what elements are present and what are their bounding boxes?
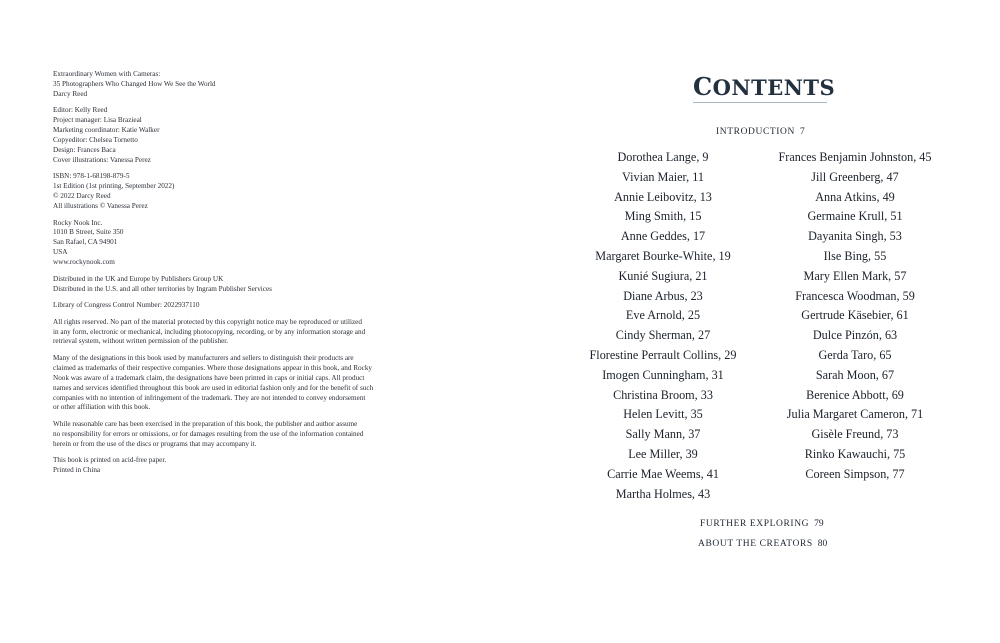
toc-left-column: [563, 148, 763, 504]
copyright-line: Many of the designations in this book used by manufacturers and sellers to distinguish their products are: [53, 353, 354, 362]
toc-entry[interactable]: Vivian Maier, 11: [622, 169, 704, 184]
copyright-line: retrieval system, without written permission of the publisher.: [53, 337, 229, 346]
toc-entry[interactable]: Berenice Abbott, 69: [806, 387, 904, 402]
toc-entry[interactable]: Eve Arnold, 25: [625, 308, 701, 323]
toc-introduction-label: INTRODUCTION: [716, 127, 795, 137]
copyright-line: or other affiliation with this book.: [53, 403, 151, 412]
copyright-paragraph: [53, 354, 438, 413]
contents-title: CONTENTS: [693, 72, 836, 101]
copyright-line: herein or from the use of the discs or programs that may accompany it.: [53, 439, 257, 448]
toc-entry[interactable]: Gertrude Käsebier, 61: [801, 308, 909, 323]
copyright-line: Darcy Reed: [53, 89, 88, 98]
copyright-line: This book is printed on acid-free paper.: [53, 456, 167, 465]
toc-entry[interactable]: Dayanita Singh, 53: [808, 229, 902, 244]
copyright-paragraph: [53, 301, 438, 311]
copyright-line: names and services identified throughout this book are used in editorial fashion only and for the benefit of such: [53, 383, 374, 392]
toc-entry[interactable]: Francesca Woodman, 59: [795, 288, 915, 303]
copyright-paragraph: [53, 219, 438, 269]
copyright-line: Copyeditor: Chelsea Tornetto: [53, 136, 138, 145]
copyright-line: Distributed in the UK and Europe by Publishers Group UK: [53, 274, 224, 283]
toc-entry[interactable]: Germaine Krull, 51: [807, 209, 903, 224]
toc-entry[interactable]: Rinko Kawauchi, 75: [804, 446, 906, 461]
copyright-line: 1010 B Street, Suite 350: [53, 228, 124, 237]
toc-entry[interactable]: Frances Benjamin Johnston, 45: [778, 150, 932, 164]
copyright-line: Cover illustrations: Vanessa Perez: [53, 155, 151, 164]
toc-entry[interactable]: Martha Holmes, 43: [615, 486, 711, 501]
copyright-paragraph: [53, 172, 438, 212]
copyright-line: Project manager: Lisa Brazieal: [53, 116, 142, 125]
copyright-paragraph: [53, 275, 438, 295]
toc-entry[interactable]: Sally Mann, 37: [625, 427, 701, 442]
copyright-paragraph: [53, 318, 438, 348]
toc-entry[interactable]: Anne Geddes, 17: [620, 229, 706, 244]
toc-entry[interactable]: Cindy Sherman, 27: [615, 328, 711, 343]
copyright-paragraph: [53, 70, 438, 100]
toc-introduction[interactable]: [716, 127, 805, 137]
toc-about-creators[interactable]: [698, 539, 827, 549]
toc-entry[interactable]: Gisèle Freund, 73: [811, 427, 899, 442]
toc-entry[interactable]: Ming Smith, 15: [624, 209, 702, 224]
copyright-line: While reasonable care has been exercised in the preparation of this book, the publisher and author assume: [53, 419, 358, 428]
toc-entry[interactable]: Margaret Bourke-White, 19: [595, 248, 731, 263]
copyright-page: [53, 70, 438, 483]
copyright-paragraph: [53, 106, 438, 165]
copyright-line: 35 Photographers Who Changed How We See the World: [53, 79, 216, 88]
copyright-line: San Rafael, CA 94901: [53, 238, 118, 247]
toc-entry[interactable]: Christina Broom, 33: [613, 387, 713, 402]
toc-entry[interactable]: Florestine Perrault Collins, 29: [589, 347, 737, 362]
toc-entry[interactable]: Dorothea Lange, 9: [617, 150, 709, 164]
toc-about-creators-page: 80: [817, 539, 828, 549]
copyright-line: All illustrations © Vanessa Perez: [53, 202, 148, 211]
copyright-line: no responsibility for errors or omissions, or for damages resulting from the use of the information contained: [53, 429, 364, 438]
toc-introduction-page: 7: [799, 127, 805, 137]
copyright-line: © 2022 Darcy Reed: [53, 192, 111, 201]
copyright-line: Rocky Nook Inc.: [53, 218, 103, 227]
toc-entry[interactable]: Carrie Mae Weems, 41: [607, 466, 719, 481]
copyright-line: Printed in China: [53, 466, 101, 475]
copyright-line: companies with no intention of infringement of the trademark. They are not intended to convey endorsement: [53, 393, 366, 402]
toc-entry[interactable]: Imogen Cunningham, 31: [602, 367, 724, 382]
copyright-line: Design: Frances Baca: [53, 145, 116, 154]
toc-entry[interactable]: Helen Levitt, 35: [623, 407, 703, 422]
copyright-line: Editor: Kelly Reed: [53, 106, 108, 115]
copyright-line: Distributed in the U.S. and all other territories by Ingram Publisher Services: [53, 284, 272, 293]
toc-about-creators-label: ABOUT THE CREATORS: [698, 539, 813, 549]
copyright-line: USA: [53, 248, 68, 257]
toc-entry[interactable]: Ilse Bing, 55: [823, 248, 887, 263]
copyright-paragraph: [53, 456, 438, 476]
copyright-line: in any form, electronic or mechanical, including photocopying, recording, or by any information storage and: [53, 327, 366, 336]
toc-right-column: [755, 148, 955, 485]
toc-entry[interactable]: Dulce Pinzón, 63: [812, 328, 898, 343]
title-rule: [693, 102, 827, 103]
copyright-line: Extraordinary Women with Cameras:: [53, 70, 161, 78]
toc-further-exploring-page: 79: [814, 519, 824, 529]
toc-further-exploring-label: FURTHER EXPLORING: [700, 519, 810, 529]
copyright-line: claimed as trademarks of their respective companies. Where those designations appear in this book, and Rocky: [53, 363, 373, 372]
copyright-line: www.rockynook.com: [53, 258, 115, 267]
toc-entry[interactable]: Lee Miller, 39: [628, 446, 698, 461]
toc-entry[interactable]: Gerda Taro, 65: [818, 347, 892, 362]
copyright-line: ISBN: 978-1-68198-879-5: [53, 172, 130, 181]
toc-entry[interactable]: Jill Greenberg, 47: [811, 169, 899, 184]
toc-entry[interactable]: Sarah Moon, 67: [815, 367, 895, 382]
toc-entry[interactable]: Mary Ellen Mark, 57: [803, 268, 907, 283]
toc-entry[interactable]: Anna Atkins, 49: [815, 189, 895, 204]
toc-entry[interactable]: Julia Margaret Cameron, 71: [786, 407, 924, 422]
toc-entry[interactable]: Kunié Sugiura, 21: [618, 268, 708, 283]
copyright-paragraph: [53, 420, 438, 450]
copyright-line: 1st Edition (1st printing, September 2022): [53, 182, 175, 191]
toc-entry[interactable]: Diane Arbus, 23: [623, 288, 703, 303]
copyright-line: Library of Congress Control Number: 2022937110: [53, 301, 200, 310]
copyright-line: Nook was aware of a trademark claim, the designations have been printed in caps or initial caps. All product: [53, 373, 365, 382]
toc-entry[interactable]: Annie Leibovitz, 13: [614, 189, 712, 204]
copyright-line: Marketing coordinator: Katie Walker: [53, 126, 160, 135]
copyright-line: All rights reserved. No part of the material protected by this copyright notice may be reproduced or utilized: [53, 317, 362, 326]
toc-further-exploring[interactable]: [700, 519, 824, 529]
toc-entry[interactable]: Coreen Simpson, 77: [805, 466, 905, 481]
